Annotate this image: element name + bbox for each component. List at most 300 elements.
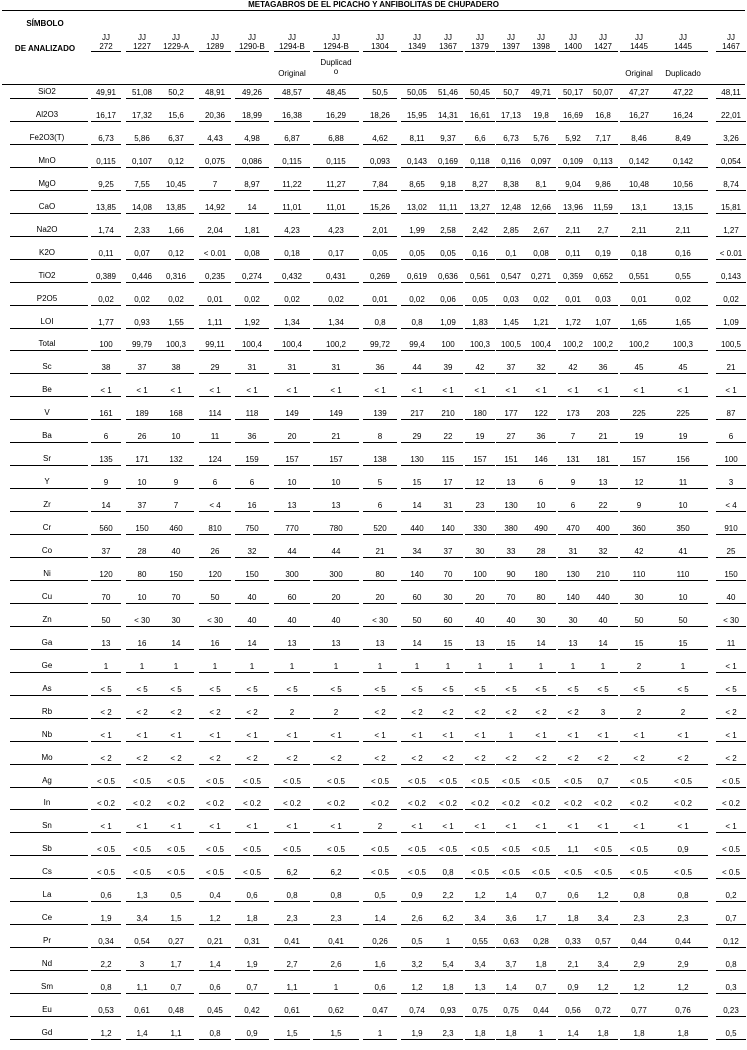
cell-underline	[496, 855, 526, 856]
cell-underline	[658, 98, 708, 99]
cell-underline	[496, 603, 526, 604]
table-row	[0, 659, 747, 683]
table-cell: < 2	[567, 707, 579, 717]
table-cell: 10	[678, 592, 688, 602]
table-cell: 4,43	[207, 133, 223, 143]
table-cell: < 1	[474, 730, 486, 740]
row-label: LOI	[40, 316, 54, 326]
row-label-underline	[10, 557, 88, 558]
table-cell: 3,4	[474, 960, 486, 970]
cell-underline	[526, 213, 556, 214]
table-cell: < 0.2	[282, 799, 301, 809]
cell-underline	[158, 764, 194, 765]
row-label: Sm	[41, 982, 53, 992]
cell-underline	[91, 213, 121, 214]
cell-underline	[126, 970, 158, 971]
table-cell: < 0.2	[242, 799, 261, 809]
table-cell: 0,63	[503, 937, 519, 947]
table-cell: 7,17	[595, 133, 611, 143]
table-cell: 168	[169, 409, 183, 419]
cell-underline	[588, 350, 618, 351]
table-cell: < 1	[100, 822, 112, 832]
cell-underline	[91, 121, 121, 122]
table-cell: < 0.5	[205, 845, 224, 855]
cell-underline	[235, 557, 269, 558]
cell-underline	[558, 534, 588, 535]
table-cell: 0,18	[631, 248, 647, 258]
table-cell: 1,8	[597, 1028, 609, 1038]
cell-underline	[433, 190, 463, 191]
cell-underline	[91, 305, 121, 306]
row-label: Na2O	[36, 224, 58, 234]
table-cell: 6	[570, 501, 576, 511]
table-row	[0, 498, 747, 522]
cell-underline	[588, 901, 618, 902]
cell-underline	[401, 282, 433, 283]
row-label-underline	[10, 419, 88, 420]
cell-underline	[433, 764, 463, 765]
table-cell: 10	[678, 501, 688, 511]
cell-underline	[465, 511, 495, 512]
cell-underline	[526, 144, 556, 145]
cell-underline	[158, 649, 194, 650]
table-cell: 0,01	[631, 294, 647, 304]
cell-underline	[126, 305, 158, 306]
cell-underline	[91, 947, 121, 948]
table-cell: 1,34	[284, 317, 300, 327]
cell-underline	[558, 741, 588, 742]
cell-underline	[465, 98, 495, 99]
cell-underline	[91, 557, 121, 558]
cell-underline	[158, 98, 194, 99]
cell-underline	[401, 626, 433, 627]
row-label-underline	[10, 924, 88, 925]
cell-underline	[716, 741, 746, 742]
cell-underline	[401, 649, 433, 650]
table-cell: < 0.5	[132, 868, 151, 878]
cell-underline	[526, 649, 556, 650]
table-cell: 16,38	[281, 110, 303, 120]
table-row	[0, 590, 747, 614]
cell-underline	[658, 626, 708, 627]
table-cell: 3	[139, 960, 145, 970]
column-prefix: JJ	[102, 33, 110, 42]
table-cell: 810	[208, 524, 222, 534]
table-cell: 10,48	[628, 179, 650, 189]
table-cell: < 1	[633, 386, 645, 396]
table-cell: 0,116	[501, 156, 521, 166]
table-cell: 0,31	[244, 937, 260, 947]
cell-underline	[158, 832, 194, 833]
cell-underline	[274, 350, 310, 351]
table-row	[0, 774, 747, 798]
column-edition-label: Duplicad o	[320, 58, 352, 76]
table-cell: < 2	[567, 753, 579, 763]
table-row	[0, 475, 747, 499]
cell-underline	[313, 809, 359, 810]
table-row	[0, 796, 747, 820]
table-cell: < 0.5	[96, 868, 115, 878]
table-cell: 6	[249, 478, 255, 488]
table-cell: < 2	[100, 753, 112, 763]
table-cell: 0,42	[244, 1006, 260, 1015]
table-row	[0, 360, 747, 384]
row-label: K2O	[38, 247, 55, 257]
table-row	[0, 383, 747, 407]
cell-underline	[126, 649, 158, 650]
table-cell: 10	[137, 592, 147, 602]
cell-underline	[199, 672, 231, 673]
table-cell: 1,77	[98, 317, 114, 327]
table-cell: 5,76	[533, 133, 549, 143]
cell-underline	[363, 649, 397, 650]
table-cell: 10	[171, 432, 181, 442]
cell-underline	[496, 305, 526, 306]
cell-underline	[465, 1016, 495, 1017]
table-cell: < 1	[246, 386, 258, 396]
cell-underline	[363, 396, 397, 397]
table-cell: < 0.2	[166, 799, 185, 809]
table-cell: 13	[598, 478, 608, 488]
table-cell: 90	[506, 569, 516, 579]
table-cell: 100,3	[165, 340, 187, 350]
cell-underline	[158, 672, 194, 673]
table-cell: 560	[99, 524, 113, 534]
cell-underline	[199, 236, 231, 237]
cell-underline	[433, 947, 463, 948]
row-label: TiO2	[38, 270, 56, 280]
cell-underline	[235, 190, 269, 191]
table-cell: 18,99	[241, 110, 263, 120]
table-cell: 0,115	[282, 156, 302, 166]
table-cell: < 1	[567, 386, 579, 396]
table-cell: 0,7	[535, 983, 547, 993]
row-label: Sb	[42, 844, 52, 854]
cell-underline	[433, 1039, 463, 1040]
cell-underline	[526, 878, 556, 879]
column-sample-id: 1289	[206, 41, 224, 51]
cell-underline	[433, 465, 463, 466]
table-cell: < 5	[286, 684, 298, 694]
table-cell: 2,33	[134, 225, 150, 235]
table-cell: 10,45	[165, 179, 187, 189]
cell-underline	[401, 672, 433, 673]
table-row	[0, 337, 747, 361]
table-cell: < 0.2	[407, 799, 426, 809]
cell-underline	[199, 419, 231, 420]
row-label: V	[44, 408, 50, 418]
cell-underline	[91, 167, 121, 168]
table-cell: 8,74	[723, 179, 739, 189]
cell-underline	[496, 557, 526, 558]
column-prefix: JJ	[679, 33, 687, 42]
table-cell: 13	[331, 638, 341, 648]
table-cell: < 30	[372, 615, 388, 625]
cell-underline	[558, 809, 588, 810]
cell-underline	[126, 488, 158, 489]
row-label-underline	[10, 282, 88, 283]
cell-underline	[91, 672, 121, 673]
cell-underline	[158, 809, 194, 810]
cell-underline	[496, 350, 526, 351]
table-cell: < 0.5	[501, 776, 520, 786]
cell-underline	[235, 970, 269, 971]
table-cell: 11	[726, 638, 736, 648]
table-cell: 0,21	[207, 937, 223, 947]
table-cell: 13,85	[165, 202, 187, 212]
cell-underline	[433, 787, 463, 788]
cell-underline	[401, 328, 433, 329]
table-cell: 2	[333, 707, 339, 717]
row-label: Ni	[43, 568, 51, 578]
column-sample-id: 1400	[564, 41, 582, 51]
table-cell: 0,11	[98, 248, 114, 258]
table-cell: 1,9	[100, 914, 112, 924]
cell-underline	[433, 741, 463, 742]
table-cell: 26	[137, 432, 147, 442]
table-cell: 750	[245, 524, 259, 534]
cell-underline	[433, 603, 463, 604]
table-cell: < 1	[286, 386, 298, 396]
table-cell: 124	[208, 455, 222, 465]
table-cell: 1	[570, 661, 576, 671]
cell-underline	[526, 557, 556, 558]
cell-underline	[199, 1016, 231, 1017]
table-cell: 0,47	[372, 1006, 388, 1015]
table-cell: 15	[506, 638, 516, 648]
cell-underline	[235, 236, 269, 237]
table-cell: 99,79	[131, 340, 153, 350]
table-cell: < 0.5	[673, 776, 692, 786]
column-header	[701, 34, 747, 51]
row-label-underline	[10, 603, 88, 604]
table-cell: 0,619	[406, 271, 428, 281]
cell-underline	[235, 741, 269, 742]
column-sample-id: 1397	[502, 41, 520, 51]
cell-underline	[313, 695, 359, 696]
table-cell: < 5	[209, 684, 221, 694]
table-cell: 1	[600, 661, 606, 671]
table-cell: 0,55	[472, 937, 488, 947]
cell-underline	[558, 419, 588, 420]
row-label: Eu	[42, 1005, 52, 1014]
cell-underline	[91, 442, 121, 443]
cell-underline	[363, 901, 397, 902]
cell-underline	[363, 259, 397, 260]
table-cell: 8,65	[409, 179, 425, 189]
cell-underline	[716, 511, 746, 512]
cell-underline	[235, 603, 269, 604]
cell-underline	[526, 282, 556, 283]
table-cell: 150	[245, 569, 259, 579]
table-cell: 171	[135, 455, 149, 465]
cell-underline	[558, 213, 588, 214]
cell-underline	[558, 649, 588, 650]
row-label: Sc	[42, 362, 52, 372]
cell-underline	[158, 787, 194, 788]
table-cell: 12,66	[530, 202, 552, 212]
table-cell: 42	[634, 547, 644, 556]
table-row	[0, 842, 747, 866]
cell-underline	[433, 511, 463, 512]
table-cell: 1,5	[170, 914, 182, 924]
table-cell: 0,53	[98, 1006, 114, 1015]
column-prefix: JJ	[476, 33, 484, 42]
table-cell: 6	[538, 478, 544, 488]
cell-underline	[274, 167, 310, 168]
cell-underline	[465, 695, 495, 696]
table-cell: 44	[331, 547, 341, 556]
row-label: P2O5	[36, 293, 58, 303]
table-cell: 8,27	[472, 179, 488, 189]
cell-underline	[199, 764, 231, 765]
table-cell: 0,62	[328, 1006, 344, 1015]
table-row	[0, 980, 747, 1004]
table-row	[0, 544, 747, 568]
cell-underline	[274, 259, 310, 260]
table-cell: 120	[208, 569, 222, 579]
cell-underline	[465, 832, 495, 833]
table-cell: 3,4	[597, 960, 609, 970]
cell-underline	[496, 282, 526, 283]
cell-underline	[313, 741, 359, 742]
table-cell: < 0.5	[721, 868, 740, 878]
table-cell: < 1	[505, 822, 517, 832]
table-cell: < 2	[246, 753, 258, 763]
table-cell: 1,92	[244, 317, 260, 327]
cell-underline	[235, 878, 269, 879]
cell-underline	[620, 328, 658, 329]
table-row	[0, 865, 747, 889]
cell-underline	[716, 718, 746, 719]
cell-underline	[658, 901, 708, 902]
cell-underline	[496, 465, 526, 466]
cell-underline	[496, 236, 526, 237]
column-edition-label: Duplicado	[665, 69, 701, 78]
cell-underline	[313, 924, 359, 925]
table-cell: 156	[676, 455, 690, 465]
table-cell: < 1	[286, 730, 298, 740]
table-cell: 48,45	[325, 88, 347, 97]
table-cell: < 0.2	[721, 799, 740, 809]
table-cell: 16,29	[325, 110, 347, 120]
cell-underline	[716, 282, 746, 283]
cell-underline	[558, 901, 588, 902]
cell-underline	[363, 878, 397, 879]
cell-underline	[363, 1039, 397, 1040]
table-cell: 1,2	[677, 983, 689, 993]
table-row	[0, 177, 747, 201]
table-cell: 50,5	[372, 88, 388, 97]
cell-underline	[126, 144, 158, 145]
row-label-underline	[10, 649, 88, 650]
table-cell: 180	[473, 409, 487, 419]
cell-underline	[588, 649, 618, 650]
cell-underline	[274, 809, 310, 810]
table-cell: 0,143	[406, 156, 428, 166]
cell-underline	[658, 121, 708, 122]
table-cell: < 0.2	[470, 799, 489, 809]
cell-underline	[126, 98, 158, 99]
cell-underline	[199, 947, 231, 948]
cell-underline	[158, 350, 194, 351]
table-cell: < 1	[330, 730, 342, 740]
cell-underline	[588, 236, 618, 237]
table-cell: 115	[441, 455, 455, 465]
table-cell: < 0.2	[96, 799, 115, 809]
cell-underline	[558, 718, 588, 719]
cell-underline	[465, 144, 495, 145]
cell-underline	[433, 213, 463, 214]
table-row	[0, 429, 747, 453]
row-label: Cs	[42, 867, 52, 877]
cell-underline	[465, 305, 495, 306]
cell-underline	[588, 626, 618, 627]
table-cell: 2,3	[633, 914, 645, 924]
table-cell: < 1	[100, 730, 112, 740]
cell-underline	[363, 98, 397, 99]
row-label: Sr	[43, 454, 51, 464]
cell-underline	[465, 328, 495, 329]
table-cell: < 0.5	[242, 845, 261, 855]
cell-underline	[158, 328, 194, 329]
cell-underline	[433, 98, 463, 99]
table-cell: < 5	[677, 684, 689, 694]
row-label: Ga	[41, 637, 53, 647]
cell-underline	[401, 764, 433, 765]
table-cell: < 0.5	[629, 868, 648, 878]
cell-underline	[91, 603, 121, 604]
cell-underline	[313, 259, 359, 260]
cell-underline	[620, 626, 658, 627]
cell-underline	[716, 855, 746, 856]
row-label: Ce	[41, 913, 53, 923]
cell-underline	[313, 718, 359, 719]
table-cell: 159	[245, 455, 259, 465]
cell-underline	[558, 557, 588, 558]
table-cell: 50	[678, 615, 688, 625]
cell-underline	[313, 373, 359, 374]
cell-underline	[313, 282, 359, 283]
table-cell: < 2	[374, 707, 386, 717]
table-cell: < 1	[246, 730, 258, 740]
column-underline	[465, 51, 495, 52]
cell-underline	[465, 419, 495, 420]
cell-underline	[126, 511, 158, 512]
table-cell: 1,11	[207, 317, 223, 327]
table-cell: 1,55	[168, 317, 184, 327]
table-cell: 122	[534, 409, 548, 419]
cell-underline	[363, 672, 397, 673]
table-cell: 6,87	[284, 133, 300, 143]
cell-underline	[126, 442, 158, 443]
table-cell: 0,1	[505, 248, 517, 258]
cell-underline	[274, 1039, 310, 1040]
cell-underline	[235, 328, 269, 329]
table-cell: 157	[285, 455, 299, 465]
cell-underline	[658, 718, 708, 719]
cell-underline	[313, 121, 359, 122]
cell-underline	[716, 167, 746, 168]
table-cell: 0,3	[725, 983, 737, 993]
cell-underline	[465, 764, 495, 765]
table-cell: < 0.5	[629, 776, 648, 786]
table-cell: 13	[331, 501, 341, 511]
column-prefix: JJ	[444, 33, 452, 42]
table-cell: 0,08	[244, 248, 260, 258]
table-cell: 0,02	[409, 294, 425, 304]
cell-underline	[199, 328, 231, 329]
